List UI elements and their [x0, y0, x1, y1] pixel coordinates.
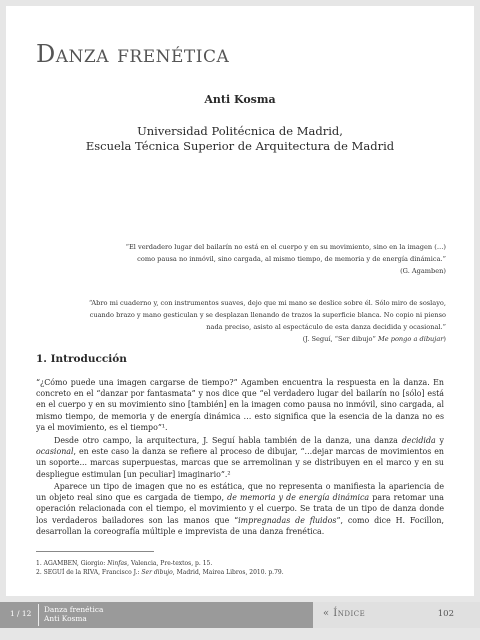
- footnote-divider: [36, 551, 154, 552]
- p2-part-c: , en este caso la danza se refiere al proceso de dibujar, “...dejar marcas de movimientos en un soporte... marcas superpuestas, marcas que se arremolinan y se distribuyen en el marco y en su despliegue estimulan [un peculiar] imaginario”.²: [36, 447, 444, 479]
- footer-doc-title: Danza frenética: [44, 605, 104, 614]
- paragraph-3-text: [36, 481, 444, 537]
- section-heading: 1. Introducción: [36, 353, 127, 365]
- fn1-part-a: 1. AGAMBEN, Giorgio:: [36, 560, 108, 567]
- footnote-1: [36, 560, 212, 568]
- body-paragraph-1: [36, 377, 444, 433]
- footer-doc-author: Anti Kosma: [44, 614, 87, 623]
- p3-part-c: ”, como dice H. Focillon, desarrollan la coreografía múltiple e imprevista de una danza frenética.: [36, 515, 444, 536]
- quote-2-attribution-prefix: (J. Seguí, “Ser dibujo”: [302, 335, 376, 343]
- quote-1-line-2: como pausa no inmóvil, sino cargada, al mismo tiempo, de memoria y de energía dinámica.”: [137, 255, 446, 263]
- affiliation-line-2: Escuela Técnica Superior de Arquitectura de Madrid: [85, 139, 395, 153]
- fn1-italic: Ninfas: [107, 560, 128, 567]
- quote-2-line-3: nada preciso, asisto al espectáculo de esta danza decidida y ocasional.”: [206, 323, 446, 331]
- epigraph-quote-2: [86, 297, 446, 345]
- body-paragraph-3: [36, 481, 444, 537]
- quote-2-attribution-suffix: ): [443, 335, 446, 343]
- quote-1-line-1: “El verdadero lugar del bailarín no está en el cuerpo y en su movimiento, sino en la imagen (…): [125, 243, 446, 251]
- quote-2-attribution: [86, 333, 446, 345]
- footer-separator: [38, 604, 39, 626]
- quote-2-attribution-italic: Me pongo a dibujar: [377, 335, 444, 343]
- fn2-part-a: 2. SEGUÍ de la RIVA, Francisco J.:: [36, 569, 142, 576]
- footer-doc-info: [44, 605, 103, 623]
- p3-italic-2: impregnadas de fluidos: [238, 515, 337, 525]
- footnote-2: [36, 569, 284, 577]
- quote-2-line-2: cuando brazo y mano gesticulan y se desplazan llenando de trazos la superficie blanca. No copio ni pienso: [89, 311, 446, 319]
- quote-1-attribution: (G. Agamben): [400, 267, 446, 275]
- affiliation-line-1: Universidad Politécnica de Madrid,: [137, 124, 343, 138]
- author-name: Anti Kosma: [204, 93, 276, 106]
- p2-italic-2: ocasional: [36, 447, 74, 457]
- paragraph-2-text: [36, 435, 444, 480]
- index-link[interactable]: [313, 602, 480, 628]
- epigraph-quote-1: [106, 241, 446, 277]
- fn2-italic: Ser dibujo: [141, 569, 173, 576]
- p3-part-b: para retomar una operación relacionada con el tiempo, el movimiento y el cuerpo. Se trata de un tipo de danza donde los verdaderos bailadores son las manos que “: [36, 493, 444, 525]
- paragraph-1-text: “¿Cómo puede una imagen cargarse de tiempo?” Agamben encuentra la respuesta en la danza. En concreto en el “danzar por fantasmata” y nos dice que “el verdadero lugar del bailarín no [sólo] está en el cuerpo y en su movimiento sino [también] en la imagen como pausa no inmóvil, sino cargada, al mismo tiempo, de memoria y de energía dinámica … esto significa que la esencia de la danza no es ya el movimiento, es el tiempo”¹.: [36, 378, 444, 432]
- quote-2-line-1: “Abro mi cuaderno y, con instrumentos suaves, dejo que mi mano se deslice sobre él. Sólo miro de soslayo,: [88, 299, 446, 307]
- p2-part-b: y: [435, 436, 444, 445]
- p2-italic-1: decidida: [401, 436, 436, 445]
- affiliation: [0, 124, 480, 154]
- paper-title: Danza frenética: [36, 40, 230, 68]
- p3-part-a: Aparece un tipo de imagen que no es estática, que no representa o manifiesta la apariencia de un objeto real sino que es cargada de tiempo,: [36, 482, 444, 503]
- index-label[interactable]: « Índice: [323, 608, 366, 619]
- fn1-part-b: , Valencia, Pre-textos, p. 15.: [127, 560, 213, 567]
- body-paragraph-2: [36, 435, 444, 480]
- page-of-indicator: 1 / 12: [10, 609, 32, 618]
- p2-part-a: Desde otro campo, la arquitectura, J. Seguí habla también de la danza, una danza: [54, 436, 402, 445]
- fn2-part-b: , Madrid, Mairea Libros, 2010. p.79.: [172, 569, 284, 576]
- p3-italic-1: de memoria y de energía dinámica: [227, 493, 370, 503]
- footer-bar: [0, 602, 480, 628]
- page-number: 102: [437, 609, 454, 619]
